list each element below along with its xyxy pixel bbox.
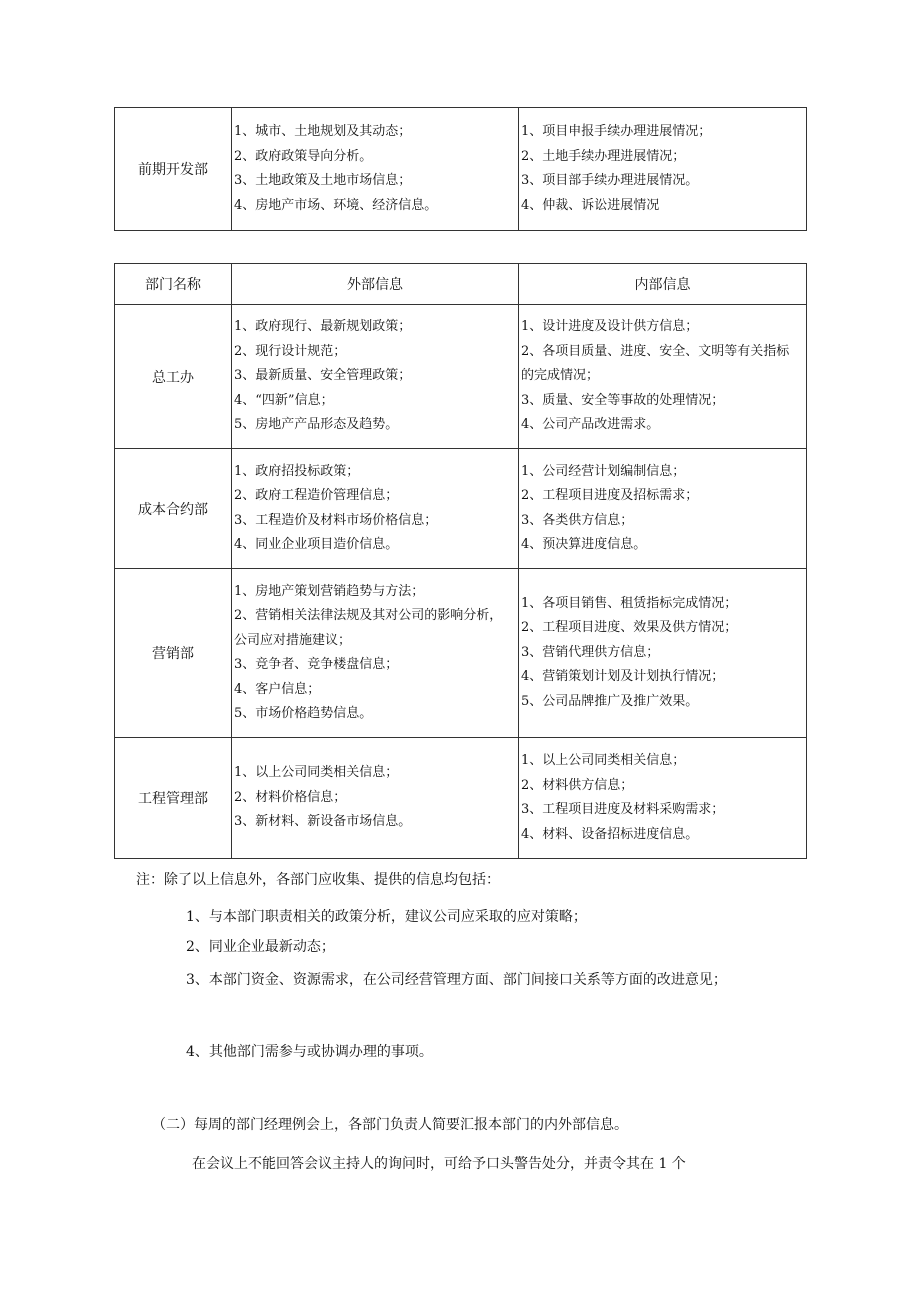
dept-name-cell: 营销部 [115, 569, 232, 738]
note-item: 3、本部门资金、资源需求，在公司经营管理方面、部门间接口关系等方面的改进意见； [186, 972, 727, 988]
paragraph-weekly-meeting: （二）每周的部门经理例会上，各部门负责人简要汇报本部门的内外部信息。 [152, 1117, 628, 1133]
list-item: 4、同业企业项目造价信息。 [234, 537, 399, 552]
list-item: 4、材料、设备招标进度信息。 [521, 826, 699, 842]
list-item: 1、以上公司同类相关信息； [234, 765, 399, 781]
info-table [114, 263, 807, 859]
list-item: 1、以上公司同类相关信息； [521, 753, 686, 768]
dept-name-cell: 前期开发部 [115, 108, 232, 231]
internal-info-cell [519, 449, 807, 569]
external-info-cell [232, 108, 519, 231]
list-item: 1、房地产策划营销趋势与方法； [234, 583, 425, 599]
note-intro: 注：除了以上信息外，各部门应收集、提供的信息均包括： [136, 872, 500, 888]
list-item: 3、最新质量、安全管理政策； [234, 368, 412, 384]
external-info-cell [232, 305, 519, 449]
list-item: 1、设计进度及设计供方信息； [521, 319, 699, 335]
internal-info-cell [519, 305, 807, 449]
external-info-cell [232, 738, 519, 859]
internal-info-cell [519, 108, 807, 231]
list-item: 2、各项目质量、进度、安全、文明等有关指标的完成情况； [521, 343, 790, 384]
note-item: 2、同业企业最新动态； [186, 939, 335, 955]
list-item: 3、各类供方信息； [521, 512, 634, 528]
list-item: 2、土地手续办理进展情况； [521, 148, 686, 164]
list-item: 5、房地产产品形态及趋势。 [234, 417, 399, 433]
dept-name-cell: 成本合约部 [115, 449, 232, 569]
list-item: 3、土地政策及土地市场信息； [234, 173, 412, 188]
internal-info-cell [519, 738, 807, 859]
info-table-continuation [114, 107, 807, 231]
list-item: 4、公司产品改进需求。 [521, 417, 660, 433]
list-item: 3、营销代理供方信息； [521, 644, 660, 660]
list-item: 3、工程项目进度及材料采购需求； [521, 802, 725, 817]
list-item: 2、政府政策导向分析。 [234, 148, 373, 164]
list-item: 1、政府招投标政策； [234, 463, 360, 479]
list-item: 2、营销相关法律法规及其对公司的影响分析，公司应对措施建议； [234, 608, 503, 648]
header-internal: 内部信息 [519, 264, 807, 305]
list-item: 5、市场价格趋势信息。 [234, 706, 373, 721]
list-item: 1、城市、土地规划及其动态； [234, 124, 412, 139]
list-item: 4、预决算进度信息。 [521, 537, 647, 552]
list-item: 1、公司经营计划编制信息； [521, 463, 686, 479]
list-item: 3、竞争者、竞争楼盘信息； [234, 657, 399, 672]
table-row [115, 305, 807, 449]
list-item: 3、质量、安全等事故的处理情况； [521, 392, 725, 408]
list-item: 4、房地产市场、环境、经济信息。 [234, 197, 438, 213]
list-item: 2、政府工程造价管理信息； [234, 488, 399, 503]
list-item: 3、工程造价及材料市场价格信息； [234, 512, 438, 528]
list-item: 2、材料供方信息； [521, 777, 634, 793]
list-item: 4、仲裁、诉讼进展情况 [521, 197, 660, 213]
table-row [115, 738, 807, 859]
dept-name-cell: 工程管理部 [115, 738, 232, 859]
list-item: 5、公司品牌推广及推广效果。 [521, 693, 699, 709]
list-item: 1、政府现行、最新规划政策； [234, 319, 412, 335]
list-item: 2、工程项目进度、效果及供方情况； [521, 620, 738, 636]
internal-info-cell [519, 569, 807, 738]
list-item: 1、项目申报手续办理进展情况； [521, 124, 712, 139]
table-header-row [115, 264, 807, 305]
external-info-cell [232, 449, 519, 569]
list-item: 3、新材料、新设备市场信息。 [234, 814, 412, 830]
header-dept: 部门名称 [115, 264, 232, 305]
table-row [115, 449, 807, 569]
dept-name-cell: 总工办 [115, 305, 232, 449]
list-item: 2、现行设计规范； [234, 343, 347, 359]
note-item: 1、与本部门职责相关的政策分析，建议公司应采取的应对策略； [186, 909, 587, 925]
list-item: 1、各项目销售、租赁指标完成情况； [521, 595, 738, 611]
table-row [115, 569, 807, 738]
paragraph-meeting-penalty: 在会议上不能回答会议主持人的询问时，可给予口头警告处分，并责令其在 1 个 [192, 1156, 686, 1172]
list-item: 2、材料价格信息； [234, 789, 347, 805]
note-item: 4、其他部门需参与或协调办理的事项。 [186, 1044, 433, 1060]
list-item: 3、项目部手续办理进展情况。 [521, 173, 699, 188]
external-info-cell [232, 569, 519, 738]
list-item: 2、工程项目进度及招标需求； [521, 488, 699, 503]
list-item: 4、营销策划计划及计划执行情况； [521, 669, 725, 685]
header-external: 外部信息 [232, 264, 519, 305]
table-row [115, 108, 807, 231]
list-item: 4、“四新”信息； [234, 392, 334, 408]
list-item: 4、客户信息； [234, 681, 321, 697]
